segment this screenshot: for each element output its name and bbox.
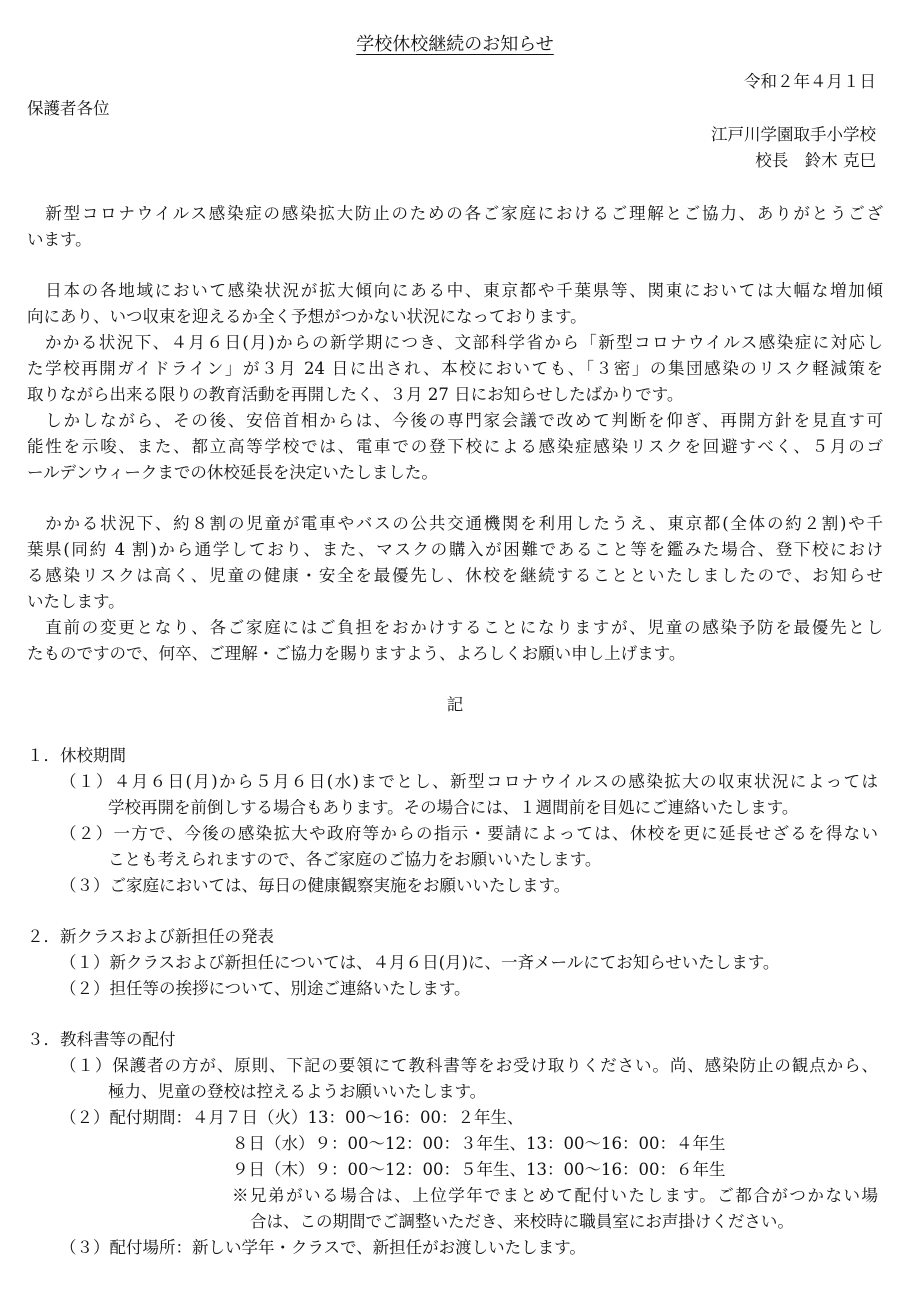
section-item: （３）ご家庭においては、毎日の健康観察実施をお願いいたします。 bbox=[60, 876, 571, 895]
body-line: 葉県(同約 4 割)から通学しており、また、マスクの購入が困難であること等を鑑みた場合、登下校におけ bbox=[27, 540, 883, 559]
body-line: かかる状況下、４月６日(月)からの新学期につき、文部科学省から「新型コロナウイルス感染症に対応し bbox=[27, 333, 883, 352]
principal-name: 校長 鈴木 克巳 bbox=[755, 151, 876, 170]
section-heading: ２．新クラスおよび新担任の発表 bbox=[27, 927, 275, 946]
body-line: ールデンウィークまでの休校延長を決定いたしました。 bbox=[27, 463, 438, 482]
title-text: 学校休校継続のお知らせ bbox=[356, 34, 554, 55]
section-item: （１）４月６日(月)から５月６日(水)までとし、新型コロナウイルスの感染拡大の収束状況によっては bbox=[60, 772, 878, 791]
body-line: かかる状況下、約８割の児童が電車やバスの公共交通機関を利用したうえ、東京都(全体の約２割)や千 bbox=[27, 514, 883, 533]
body-line: 向にあり、いつ収束を迎えるか全く予想がつかない状況になっております。 bbox=[27, 307, 587, 326]
school-name: 江戸川学園取手小学校 bbox=[711, 125, 876, 144]
section-item: （１）新クラスおよび新担任については、４月６日(月)に、一斉メールにてお知らせいたします。 bbox=[60, 953, 780, 972]
issue-date: 令和２年４月１日 bbox=[744, 72, 876, 91]
addressee: 保護者各位 bbox=[27, 99, 110, 118]
schedule-line: ９日（木）９：00～12：00：５年生、13：00～16：00：６年生 bbox=[232, 1160, 726, 1179]
section-item: 極力、児童の登校は控えるようお願いいたします。 bbox=[108, 1082, 487, 1101]
body-line: たものですので、何卒、ご理解・ご協力を賜りますよう、よろしくお願い申し上げます。 bbox=[27, 644, 686, 663]
section-heading: ３．教科書等の配付 bbox=[27, 1030, 176, 1049]
intro-line: います。 bbox=[27, 230, 92, 249]
intro-line: 新型コロナウイルス感染症の感染拡大防止のための各ご家庭におけるご理解とご協力、ありがとうござ bbox=[27, 204, 883, 223]
body-line: しかしながら、その後、安倍首相からは、今後の専門家会議で改めて判断を仰ぎ、再開方針を見直す可 bbox=[27, 411, 883, 430]
body-line: 日本の各地域において感染状況が拡大傾向にある中、東京都や千葉県等、関東においては大幅な増加傾 bbox=[27, 281, 883, 300]
schedule-line: ８日（水）９：00～12：00：３年生、13：00～16：00：４年生 bbox=[232, 1134, 726, 1153]
section-item: （２）担任等の挨拶について、別途ご連絡いたします。 bbox=[60, 979, 471, 998]
body-line: る感染リスクは高く、児童の健康・安全を最優先し、休校を継続することといたしましたので、お知らせ bbox=[27, 566, 883, 585]
section-item: （１）保護者の方が、原則、下記の要領にて教科書等をお受け取りください。尚、感染防止の観点から、 bbox=[60, 1056, 879, 1075]
section-item: （３）配付場所：新しい学年・クラスで、新担任がお渡しいたします。 bbox=[60, 1238, 586, 1257]
body-line: いたします。 bbox=[27, 592, 125, 611]
section-item: （２）配付期間：４月７日（火）13：00～16：00：２年生、 bbox=[60, 1108, 524, 1127]
section-item: （２）一方で、今後の感染拡大や政府等からの指示・要請によっては、休校を更に延長せざるを得ない bbox=[60, 824, 878, 843]
body-line: 能性を示唆、また、都立高等学校では、電車での登下校による感染症感染リスクを回避すべく、５月のゴ bbox=[27, 437, 883, 456]
body-line: た学校再開ガイドライン」が３月 24 日に出され、本校においても、「３密」の集団感染のリスク軽減策を bbox=[27, 359, 883, 378]
note-line: ※兄弟がいる場合は、上位学年でまとめて配付いたします。ご都合がつかない場 bbox=[232, 1186, 878, 1205]
document-title bbox=[0, 32, 910, 58]
body-line: 取りながら出来る限りの教育活動を再開したく、３月 27 日にお知らせしたばかりです。 bbox=[27, 385, 684, 404]
section-heading: １．休校期間 bbox=[27, 746, 126, 765]
ki-marker: 記 bbox=[446, 695, 464, 714]
note-line: 合は、この期間でご調整いただき、来校時に職員室にお声掛けください。 bbox=[250, 1212, 794, 1231]
section-item: ことも考えられますので、各ご家庭のご協力をお願いいたします。 bbox=[108, 850, 602, 869]
body-line: 直前の変更となり、各ご家庭にはご負担をおかけすることになりますが、児童の感染予防を最優先とし bbox=[27, 618, 883, 637]
section-item: 学校再開を前倒しする場合もあります。その場合には、１週間前を目処にご連絡いたします。 bbox=[108, 798, 799, 817]
